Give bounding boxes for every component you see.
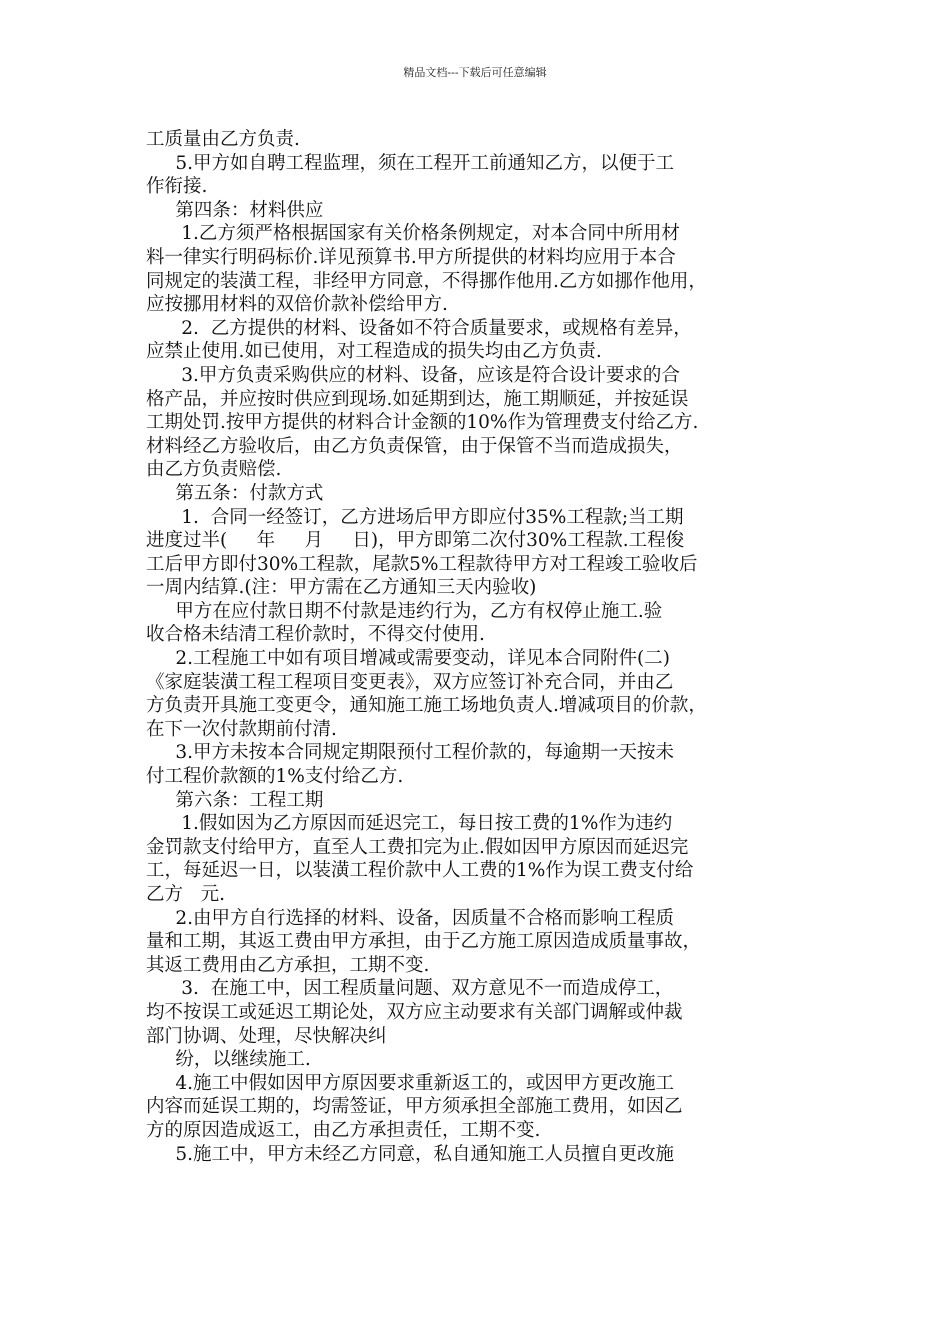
text-line: 4.施工中假如因甲方原因要求重新返工的，或因甲方更改施工: [146, 1072, 675, 1094]
text-line: 进度过半( 年 月 日)，甲方即第二次付30%工程款.工程俊: [146, 530, 685, 552]
text-line: 工期处罚.按甲方提供的材料合计金额的10%作为管理费支付给乙方.: [146, 412, 699, 434]
text-line: 方负责开具施工变更令，通知施工施工场地负责人.增减项目的价款，: [146, 695, 707, 717]
text-line: 材料经乙方验收后，由乙方负责保管，由于保管不当而造成损失，: [146, 435, 683, 457]
text-line: 均不按误工或延迟工期论处，双方应主动要求有关部门调解或仲裁: [146, 1001, 683, 1023]
text-line: 甲方在应付款日期不付款是违约行为，乙方有权停止施工.验: [146, 600, 663, 622]
text-line: 3.甲方负责采购供应的材料、设备，应该是符合设计要求的合: [146, 364, 680, 386]
text-line: 工，每延迟一日，以装潢工程价款中人工费的1%作为误工费支付给: [146, 860, 694, 882]
text-line: 纷，以继续施工.: [146, 1049, 311, 1071]
text-line: 付工程价款额的1%支付给乙方.: [146, 766, 404, 788]
text-line: 1.假如因为乙方原因而延迟完工，每日按工费的1%作为违约: [146, 813, 673, 835]
page-header: 精品文档---下载后可任意编辑: [403, 66, 547, 79]
text-line: 3.甲方未按本合同规定期限预付工程价款的，每逾期一天按未: [146, 742, 675, 764]
text-line: 工后甲方即付30%工程款，尾款5%工程款待甲方对工程竣工验收后: [146, 553, 698, 575]
text-line: 部门协调、处理，尽快解决纠: [146, 1025, 387, 1047]
text-line: 内容而延误工期的，均需签证，甲方须承担全部施工费用，如因乙: [146, 1096, 683, 1118]
text-line: 由乙方负责赔偿.: [146, 459, 282, 481]
text-line: 料一律实行明码标价.详见预算书.甲方所提供的材料均应用于本合: [146, 246, 676, 268]
text-line: 其返工费用由乙方承担，工期不变.: [146, 954, 430, 976]
text-line: 第四条：材料供应: [146, 199, 324, 221]
text-line: 2. 乙方提供的材料、设备如不符合质量要求，或规格有差异，: [146, 317, 692, 339]
text-line: 作衔接.: [146, 176, 208, 198]
text-line: 1. 合同一经签订，乙方进场后甲方即应付35%工程款;当工期: [146, 506, 684, 528]
document-body: [146, 128, 818, 1166]
text-line: 量和工期，其返工费由甲方承担，由于乙方施工原因造成质量事故，: [146, 931, 702, 953]
text-line: 方的原因造成返工，由乙方承担责任，工期不变.: [146, 1119, 541, 1141]
text-line: 同规定的装潢工程，非经甲方同意，不得挪作他用.乙方如挪作他用，: [146, 270, 707, 292]
text-line: 在下一次付款期前付清.: [146, 718, 337, 740]
text-line: 2.由甲方自行选择的材料、设备，因质量不合格而影响工程质: [146, 907, 675, 929]
text-line: 乙方 元.: [146, 884, 226, 905]
text-line: 3. 在施工中，因工程质量问题、双方意见不一而造成停工，: [146, 978, 674, 1000]
text-line: 5.甲方如自聘工程监理，须在工程开工前通知乙方，以便于工: [146, 152, 675, 174]
text-line: 5.施工中，甲方未经乙方同意，私自通知施工人员擅自更改施: [146, 1143, 675, 1165]
text-line: 1.乙方须严格根据国家有关价格条例规定，对本合同中所用材: [146, 223, 680, 245]
text-line: 应禁止使用.如已使用，对工程造成的损失均由乙方负责.: [146, 341, 602, 363]
text-line: 2.工程施工中如有项目增减或需要变动，详见本合同附件(二): [146, 648, 670, 670]
text-line: 《家庭装潢工程工程项目变更表》，双方应签订补充合同，并由乙: [146, 671, 674, 693]
text-line: 金罚款支付给甲方，直至人工费扣完为止.假如因甲方原因而延迟完: [146, 836, 689, 858]
text-line: 格产品，并应按时供应到现场.如延期到达，施工期顺延，并按延误: [146, 388, 689, 410]
text-line: 第五条：付款方式: [146, 482, 324, 504]
text-line: 一周内结算.(注：甲方需在乙方通知三天内验收): [146, 577, 537, 599]
text-line: 应按挪用材料的双倍价款补偿给甲方.: [146, 294, 448, 316]
text-line: 收合格未结清工程价款时，不得交付使用.: [146, 624, 485, 646]
text-line: 工质量由乙方负责.: [146, 129, 300, 150]
text-line: 第六条：工程工期: [146, 789, 324, 811]
